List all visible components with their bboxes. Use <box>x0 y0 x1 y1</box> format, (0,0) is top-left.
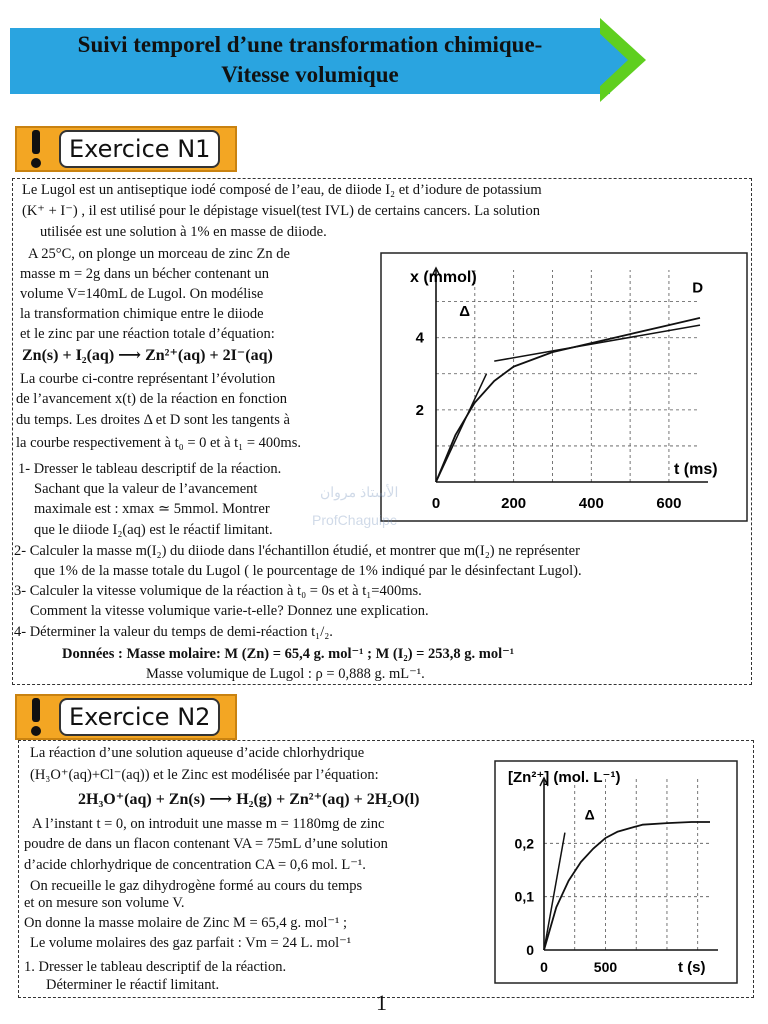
y-tick-label: 0,1 <box>514 888 534 905</box>
page-number: 1 <box>376 990 387 1015</box>
y-axis-label: [Zn²⁺] (mol. L⁻¹) <box>508 769 621 786</box>
tangent-label: Δ <box>584 806 595 823</box>
exercise-1-title: Exercice N1 <box>59 130 220 168</box>
x-axis-label: t (s) <box>678 959 706 976</box>
tangent-label: D <box>692 279 704 297</box>
x-axis-label: t (ms) <box>674 461 718 478</box>
watermark-handle: ProfChaguipc <box>312 512 397 528</box>
x-tick-label: 0 <box>540 959 548 975</box>
exclamation-icon <box>27 130 45 168</box>
y-tick-label: 0 <box>526 942 534 958</box>
x-tick-label: 400 <box>578 495 604 512</box>
exercise-1-tag <box>15 126 237 172</box>
watermark-name: الأستاذ مروان <box>320 484 399 500</box>
page-title: Suivi temporel d’une transformation chimique- Vitesse volumique <box>77 32 543 87</box>
y-tick-label: 2 <box>415 401 424 419</box>
y-tick-label: 4 <box>415 329 424 347</box>
chart-1-advancement <box>380 252 748 522</box>
x-tick-label: 200 <box>501 495 527 512</box>
exclamation-icon <box>27 698 45 736</box>
x-tick-label: 600 <box>656 495 682 512</box>
exercise-2-tag <box>15 694 237 740</box>
tangent-label: Δ <box>459 303 471 321</box>
x-tick-label: 0 <box>431 495 441 512</box>
y-axis-label: x (mmol) <box>410 269 477 286</box>
x-tick-label: 500 <box>593 959 618 975</box>
exercise-2-title: Exercice N2 <box>59 698 220 736</box>
y-tick-label: 0,2 <box>514 835 534 852</box>
chart-2-zinc-concentration <box>494 760 738 984</box>
